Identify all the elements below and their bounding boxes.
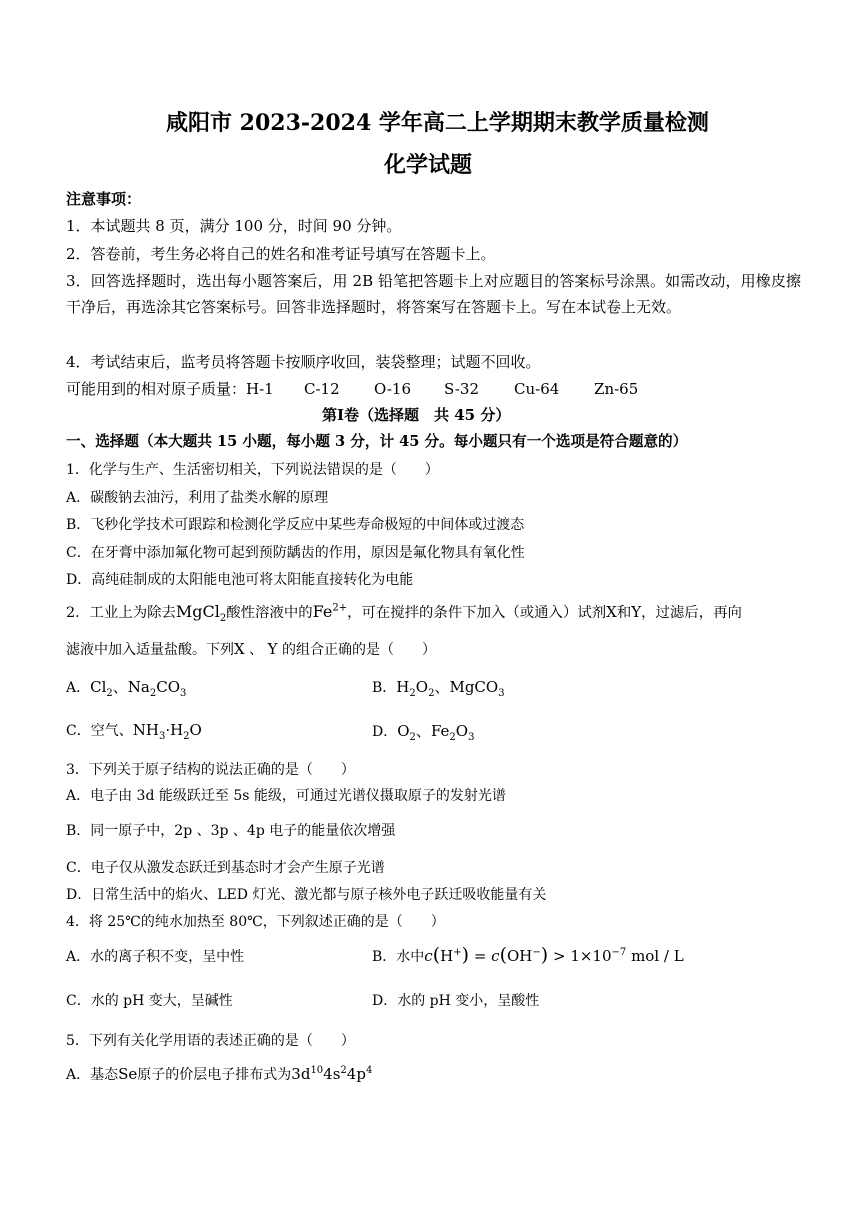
q5-stem: 5．下列有关化学用语的表述正确的是（ ） [66, 1033, 355, 1049]
section-heading: 一、选择题（本大题共 15 小题，每小题 3 分，计 45 分。每小题只有一个选项是符合题意的） [66, 433, 688, 450]
q1-option-b: B．飞秒化学技术可跟踪和检测化学反应中某些寿命极短的中间体或过渡态 [66, 517, 525, 533]
formula-mgcl2: MgCl$_2$ [175, 602, 227, 625]
atom-o: O-16 [374, 380, 412, 398]
atom-cu: Cu-64 [514, 380, 560, 398]
q4-option-c: C．水的 pH 变大，呈碱性 [66, 993, 233, 1009]
q3-option-b: B．同一原子中，2p 、3p 、4p 电子的能量依次增强 [66, 823, 396, 839]
q4-option-a: A．水的离子积不变，呈中性 [66, 949, 245, 965]
atoms-label: 可能用到的相对原子质量： [66, 380, 247, 398]
notice-item-3: 3．回答选择题时，选出每小题答案后，用 2B 铅笔把答题卡上对应题目的答案标号涂黑。如需改动，用橡皮擦干净后，再选涂其它答案标号。回答非选择题时，将答案写在答题卡上。写在本试卷上无效。 [66, 272, 801, 316]
notice-item-2: 2．答卷前，考生务必将自己的姓名和准考证号填写在答题卡上。 [66, 245, 496, 263]
q3-option-c: C．电子仅从激发态跃迁到基态时才会产生原子光谱 [66, 860, 385, 876]
document-subtitle: 化学试题 [384, 152, 473, 178]
q5-option-a: A．基态Se原子的价层电子排布式为$3d^{10}4s^24p^4$ [66, 1065, 373, 1083]
atom-s: S-32 [444, 380, 479, 398]
q4-stem: 4．将 25℃的纯水加热至 80℃，下列叙述正确的是（ ） [66, 914, 445, 930]
q2-option-d: D．$O_2$、$Fe_2O_3$ [372, 722, 475, 743]
q2-stem-line1: 2．工业上为除去MgCl$_2$酸性溶液中的$Fe^{2+}$，可在搅拌的条件下加入（或通入）试剂X和Y，过滤后，再向 [66, 602, 742, 625]
q2-stem-line2: 滤液中加入适量盐酸。下列X 、 Y 的组合正确的是（ ） [66, 640, 436, 658]
atom-h: H-1 [246, 380, 274, 398]
q3-option-d: D．日常生活中的焰火、LED 灯光、激光都与原子核外电子跃迁吸收能量有关 [66, 887, 547, 903]
notice-heading: 注意事项： [66, 190, 142, 208]
part1-heading: 第Ⅰ卷（选择题 共 45 分） [322, 406, 511, 424]
q4-option-b: B．水中$c(H^+) = c(OH^-) > 1\times 10^{-7}$ mol / L [372, 944, 684, 966]
atomic-masses [66, 377, 638, 401]
q2-option-a: A．$Cl_2$、$Na_2CO_3$ [66, 678, 187, 699]
q1-stem: 1．化学与生产、生活密切相关，下列说法错误的是（ ） [66, 462, 439, 478]
q3-option-a: A．电子由 3d 能级跃迁至 5s 能级，可通过光谱仪摄取原子的发射光谱 [66, 788, 506, 804]
document-title: 咸阳市 2023-2024 学年高二上学期期末教学质量检测 [166, 110, 709, 136]
q1-option-a: A．碳酸钠去油污，利用了盐类水解的原理 [66, 490, 329, 506]
q3-stem: 3．下列关于原子结构的说法正确的是（ ） [66, 762, 355, 778]
atom-c: C-12 [304, 380, 340, 398]
formula-fe2plus: $Fe^{2+}$ [312, 602, 348, 621]
q2-option-b: B．$H_2O_2$、MgCO$_3$ [372, 678, 505, 699]
q1-option-c: C．在牙膏中添加氟化物可起到预防龋齿的作用，原因是氟化物具有氧化性 [66, 545, 525, 561]
q4-option-d: D．水的 pH 变小，呈酸性 [372, 993, 540, 1009]
notice-item-1: 1．本试题共 8 页，满分 100 分，时间 90 分钟。 [66, 217, 402, 235]
notice-item-4: 4．考试结束后，监考员将答题卡按顺序收回，装袋整理；试题不回收。 [66, 353, 541, 371]
atom-zn: Zn-65 [594, 380, 639, 398]
q2-option-c: C．空气、$NH_3\cdot H_2O$ [66, 721, 202, 742]
q1-option-d: D．高纯硅制成的太阳能电池可将太阳能直接转化为电能 [66, 572, 414, 588]
